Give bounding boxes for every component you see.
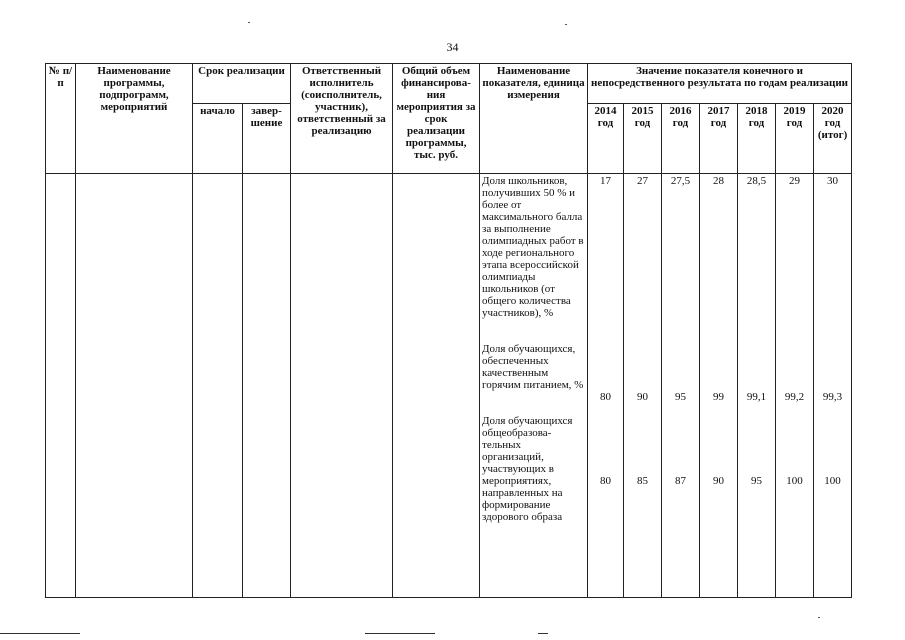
header-term-end: завер-шение [243,104,291,174]
value: 80 [600,475,612,487]
value: 27,5 [670,175,691,187]
cell-values-2016 [662,174,700,598]
cell-values-2014 [588,174,624,598]
header-year-2015: 2015 год [624,104,662,174]
cell-values-2020 [814,174,852,598]
scan-artifact-line [538,633,548,634]
scan-artifact-line [0,633,80,634]
cell-term-start [193,174,243,598]
value: 85 [637,475,649,487]
header-executor: Ответственный исполнитель (соисполнитель, участник), ответственный за реализацию [291,64,393,174]
scan-speck [565,24,567,25]
value: 17 [600,175,612,187]
scan-speck [818,617,820,618]
value: 95 [751,475,763,487]
program-indicators-table [45,63,852,598]
header-year-2018: 2018 год [738,104,776,174]
cell-executor [291,174,393,598]
cell-values-2017 [700,174,738,598]
cell-financing [393,174,480,598]
indicator-name: Доля обучающихся, обеспеченных качественным горячим питанием, % [482,343,584,391]
scan-speck [248,22,250,23]
value: 99,3 [822,391,843,403]
cell-num [46,174,76,598]
cell-values-2018 [738,174,776,598]
header-financing: Общий объем финансирова-ния мероприятия за срок реализации программы, тыс. руб. [393,64,480,174]
cell-program-name [76,174,193,598]
value: 95 [675,391,687,403]
header-year-2020: 2020 год (итог) [814,104,852,174]
value: 90 [713,475,725,487]
header-term: Срок реализации [193,64,291,104]
value: 29 [789,175,801,187]
cell-values-2015 [624,174,662,598]
header-program-name: Наименование программы, подпрограмм, мероприятий [76,64,193,174]
value: 30 [827,175,839,187]
header-year-2014: 2014 год [588,104,624,174]
header-year-2016: 2016 год [662,104,700,174]
cell-values-2019 [776,174,814,598]
cell-indicators [480,174,588,598]
value: 90 [637,391,649,403]
value: 99,1 [746,391,767,403]
value: 87 [675,475,687,487]
value: 80 [600,391,612,403]
table-row [46,174,852,598]
cell-term-end [243,174,291,598]
header-year-2017: 2017 год [700,104,738,174]
header-year-2019: 2019 год [776,104,814,174]
value: 27 [637,175,649,187]
value: 100 [824,475,841,487]
indicator-name: Доля обучающихся общеобразова-тельных организаций, участвующих в мероприятиях, направленных на формирование здорового образа [482,415,573,523]
value: 28,5 [746,175,767,187]
scan-artifact-line [365,633,435,634]
value: 100 [786,475,803,487]
header-term-start: начало [193,104,243,174]
page-number: 34 [446,40,459,54]
value: 99,2 [784,391,805,403]
header-num: № п/п [46,64,76,174]
value: 28 [713,175,725,187]
value: 99 [713,391,725,403]
header-indicator: Наименование показателя, единица измерения [480,64,588,174]
indicator-name: Доля школьников, получивших 50 % и более от максимального балла за выполнение олимпиадных работ в ходе регионального этапа всероссийской олимпиады школьников (от общего количества участников), % [482,175,584,319]
header-values-group: Значение показателя конечного и непосредственного результата по годам реализации [588,64,852,104]
